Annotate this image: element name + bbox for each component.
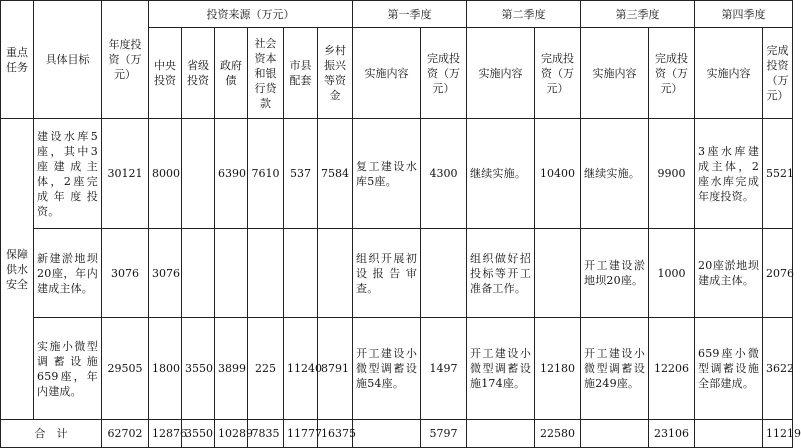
row-q2-amount: 10400 [535, 119, 581, 229]
row-rural: 7584 [318, 119, 353, 229]
header-provincial: 省级投资 [182, 28, 215, 119]
row-q3-amount: 9900 [649, 119, 695, 229]
header-q2-completed: 完成投资（万元） [535, 28, 581, 119]
header-social-bank: 社会资本和银行贷款 [248, 28, 284, 119]
header-q4: 第四季度 [695, 1, 793, 28]
row-gov-bond: 6390 [215, 119, 248, 229]
total-central: 12876 [149, 420, 182, 448]
total-q1-content [353, 420, 421, 448]
row-q3-content: 开工建设淤地坝20座。 [581, 229, 649, 318]
total-annual: 62702 [102, 420, 149, 448]
row-q4-amount: 2076 [763, 229, 793, 318]
row-q2-amount: 12180 [535, 318, 581, 420]
total-social: 7835 [248, 420, 284, 448]
total-county: 11777 [284, 420, 318, 448]
header-funding-sources: 投资来源（万元） [149, 1, 353, 28]
row-target: 建设水库5座，其中3座建成主体，2座完成年度投资。 [34, 119, 102, 229]
header-q1-completed: 完成投资（万元） [421, 28, 467, 119]
row-q4-amount: 3622 [763, 318, 793, 420]
header-target: 具体目标 [34, 1, 102, 119]
total-q3-amount: 23106 [649, 420, 695, 448]
row-q3-amount: 1000 [649, 229, 695, 318]
row-social: 7610 [248, 119, 284, 229]
row-q2-amount [535, 229, 581, 318]
row-annual: 29505 [102, 318, 149, 420]
row-county: 11240 [284, 318, 318, 420]
total-q3-content [581, 420, 649, 448]
header-county: 市县配套 [284, 28, 318, 119]
row-q4-content: 20座淤地坝建成主体。 [695, 229, 763, 318]
total-gov-bond: 10289 [215, 420, 248, 448]
row-target: 实施小微型调蓄设施659座，年内建成。 [34, 318, 102, 420]
header-q1-content: 实施内容 [353, 28, 421, 119]
row-q1-amount: 4300 [421, 119, 467, 229]
total-row [1, 420, 793, 448]
header-annual-investment: 年度投资（万元） [102, 1, 149, 119]
header-q3-content: 实施内容 [581, 28, 649, 119]
row-county [284, 229, 318, 318]
row-q3-content: 继续实施。 [581, 119, 649, 229]
row-q1-content: 开工建设小微型调蓄设施54座。 [353, 318, 421, 420]
row-annual: 3076 [102, 229, 149, 318]
row-q1-content: 复工建设水库5座。 [353, 119, 421, 229]
row-central: 3076 [149, 229, 182, 318]
header-q1: 第一季度 [353, 1, 467, 28]
total-provincial: 3550 [182, 420, 215, 448]
header-q3-completed: 完成投资（万元） [649, 28, 695, 119]
row-q1-amount: 1497 [421, 318, 467, 420]
row-central: 1800 [149, 318, 182, 420]
row-social: 225 [248, 318, 284, 420]
row-q2-content: 继续实施。 [467, 119, 535, 229]
row-social [248, 229, 284, 318]
table-row [1, 229, 793, 318]
total-label: 合 计 [1, 420, 102, 448]
total-q1-amount: 5797 [421, 420, 467, 448]
row-q4-content: 659座小微型调蓄设施全部建成。 [695, 318, 763, 420]
total-q4-amount: 11219 [763, 420, 793, 448]
header-q4-completed: 完成投资（万元） [763, 28, 793, 119]
row-rural: 8791 [318, 318, 353, 420]
row-q3-amount: 12206 [649, 318, 695, 420]
row-target: 新建淤地坝20座，年内建成主体。 [34, 229, 102, 318]
total-rural: 16375 [318, 420, 353, 448]
row-q2-content: 组织做好招投标等开工准备工作。 [467, 229, 535, 318]
row-q4-amount: 5521 [763, 119, 793, 229]
header-key-task: 重点任务 [1, 1, 34, 119]
header-rural: 乡村振兴等资金 [318, 28, 353, 119]
header-q4-content: 实施内容 [695, 28, 763, 119]
header-central: 中央投资 [149, 28, 182, 119]
table-row [1, 119, 793, 229]
row-county: 537 [284, 119, 318, 229]
row-provincial [182, 119, 215, 229]
row-q4-content: 3座水库建成主体，2座水库完成年度投资。 [695, 119, 763, 229]
header-row-1 [1, 1, 793, 28]
row-gov-bond: 3899 [215, 318, 248, 420]
header-gov-bond: 政府债 [215, 28, 248, 119]
header-q2-content: 实施内容 [467, 28, 535, 119]
task-name: 保障供水安全 [1, 119, 34, 420]
row-q1-content: 组织开展初设报告审查。 [353, 229, 421, 318]
header-q2: 第二季度 [467, 1, 581, 28]
row-annual: 30121 [102, 119, 149, 229]
row-provincial [182, 229, 215, 318]
row-provincial: 3550 [182, 318, 215, 420]
row-q2-content: 开工建设小微型调蓄设施174座。 [467, 318, 535, 420]
row-q1-amount [421, 229, 467, 318]
header-q3: 第三季度 [581, 1, 695, 28]
total-q2-content [467, 420, 535, 448]
row-rural [318, 229, 353, 318]
table-row [1, 318, 793, 420]
row-q3-content: 开工建设小微型调蓄设施249座。 [581, 318, 649, 420]
row-gov-bond [215, 229, 248, 318]
total-q4-content [695, 420, 763, 448]
total-q2-amount: 22580 [535, 420, 581, 448]
row-central: 8000 [149, 119, 182, 229]
